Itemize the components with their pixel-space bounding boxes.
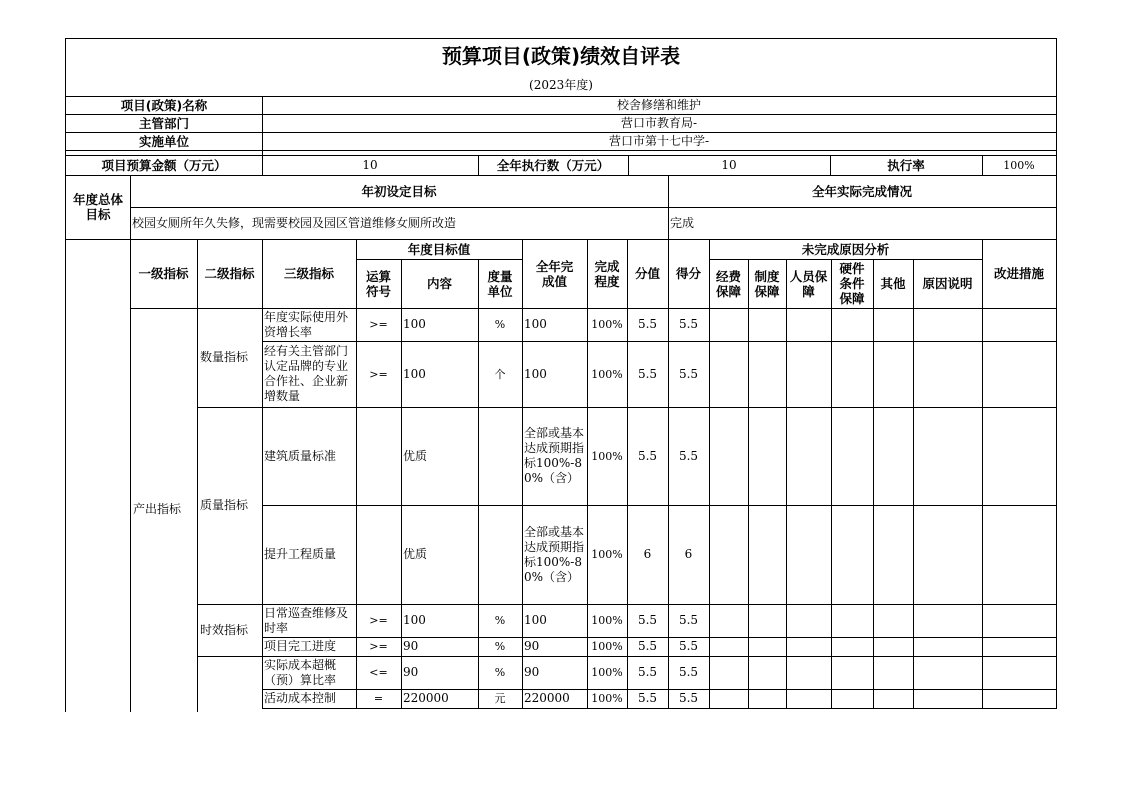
indicator-op — [356, 407, 401, 505]
header-level1: 一级指标 — [138, 266, 189, 281]
unit-value: 营口市第十七中学- — [608, 133, 710, 148]
budget-label: 项目预算金额（万元） — [101, 157, 227, 173]
indicator-weight: 5.5 — [637, 665, 658, 679]
header-reason-staff: 人员保障 — [789, 268, 828, 299]
indicator-op: >= — [369, 318, 388, 331]
indicator-weight: 5.5 — [637, 613, 658, 627]
indicator-content: 90 — [403, 665, 419, 679]
header-target-group: 年度目标值 — [407, 241, 471, 257]
indicator-actual: 全部或基本达成预期指标100%-80%（含） — [524, 524, 585, 584]
page-title: 预算项目(政策)绩效自评表 — [441, 43, 681, 68]
exec-value: 10 — [721, 157, 737, 172]
project-name-label: 项目(政策)名称 — [120, 97, 208, 113]
indicator-name: 年度实际使用外资增长率 — [264, 309, 349, 339]
indicator-degree: 100% — [591, 640, 623, 653]
indicator-content: 90 — [403, 639, 419, 653]
indicator-weight: 6 — [643, 547, 652, 561]
indicator-degree: 100% — [591, 666, 623, 679]
initial-goal-header: 年初设定目标 — [361, 183, 437, 199]
indicator-name: 活动成本控制 — [264, 691, 337, 705]
unit-label: 实施单位 — [138, 133, 189, 149]
header-score: 得分 — [675, 266, 701, 281]
indicator-content: 220000 — [403, 691, 449, 705]
header-reason-note: 原因说明 — [922, 276, 973, 291]
indicator-name: 建筑质量标准 — [264, 448, 337, 463]
indicator-op: <= — [369, 666, 388, 679]
indicator-score: 5.5 — [678, 691, 699, 705]
indicator-score: 5.5 — [678, 448, 699, 463]
indicator-weight: 5.5 — [637, 691, 658, 705]
indicator-actual: 100 — [524, 366, 547, 381]
header-weight: 分值 — [634, 266, 660, 281]
actual-goal-text: 完成 — [670, 215, 695, 230]
header-op: 运算符号 — [365, 268, 391, 299]
indicator-actual: 90 — [524, 665, 540, 679]
indicator-content: 100 — [403, 317, 426, 331]
exec-label: 全年执行数（万元） — [496, 157, 610, 173]
indicator-op: >= — [369, 367, 388, 381]
indicator-unit: 元 — [494, 692, 506, 705]
header-reason-funding: 经费保障 — [715, 268, 741, 299]
indicator-actual: 100 — [524, 317, 547, 331]
level1-output-label: 产出指标 — [133, 501, 182, 516]
indicator-unit: % — [494, 666, 506, 679]
indicator-name: 项目完工进度 — [264, 639, 337, 653]
indicator-degree: 100% — [591, 614, 623, 627]
header-level2: 二级指标 — [204, 266, 255, 281]
indicator-weight: 5.5 — [637, 366, 658, 381]
indicator-actual: 220000 — [524, 691, 570, 705]
indicator-name: 日常巡查维修及时率 — [264, 605, 349, 635]
header-improve: 改进措施 — [993, 266, 1044, 281]
indicator-op — [356, 505, 401, 604]
header-content: 内容 — [426, 276, 452, 291]
indicator-degree: 100% — [591, 367, 623, 381]
level2-timeliness-label: 时效指标 — [200, 622, 249, 637]
indicator-unit: % — [494, 318, 506, 331]
indicator-name: 提升工程质量 — [264, 547, 337, 561]
header-reason-group: 未完成原因分析 — [801, 241, 890, 257]
indicator-content: 100 — [403, 366, 426, 381]
header-unit: 度量单位 — [487, 268, 513, 299]
indicator-unit — [478, 505, 522, 604]
header-reason-hardware: 硬件条件保障 — [839, 261, 865, 306]
indicator-actual: 全部或基本达成预期指标100%-80%（含） — [524, 426, 585, 485]
overall-goal-label: 年度总体目标 — [72, 192, 123, 222]
indicator-unit: 个 — [494, 367, 506, 381]
indicator-score: 5.5 — [678, 613, 699, 627]
indicator-op: = — [373, 692, 384, 705]
indicator-score: 5.5 — [678, 639, 699, 653]
budget-value: 10 — [362, 157, 378, 172]
indicator-score: 5.5 — [678, 317, 699, 331]
indicator-degree: 100% — [591, 548, 623, 561]
dept-value: 营口市教育局- — [620, 115, 698, 130]
indicator-score: 5.5 — [678, 366, 699, 381]
report-year: (2023年度) — [529, 77, 593, 92]
header-reason-system: 制度保障 — [754, 268, 780, 299]
rate-label: 执行率 — [887, 157, 925, 173]
indicator-name: 实际成本超概（预）算比率 — [264, 657, 337, 687]
rate-value: 100% — [1003, 158, 1035, 172]
indicator-score: 5.5 — [678, 665, 699, 679]
indicator-degree: 100% — [591, 318, 623, 331]
indicator-actual: 90 — [524, 639, 540, 653]
header-level3: 三级指标 — [283, 266, 334, 281]
indicator-unit — [478, 407, 522, 505]
indicator-op: >= — [369, 614, 388, 627]
indicator-weight: 5.5 — [637, 317, 658, 331]
indicator-degree: 100% — [591, 449, 623, 463]
project-name-value: 校舍修缮和维护 — [616, 97, 701, 112]
header-actual: 全年完成值 — [535, 258, 574, 289]
indicator-weight: 5.5 — [637, 448, 658, 463]
indicator-weight: 5.5 — [637, 639, 658, 653]
indicator-degree: 100% — [591, 692, 623, 705]
indicator-unit: % — [494, 640, 506, 653]
indicator-score: 6 — [684, 547, 693, 561]
level2-quality-label: 质量指标 — [200, 498, 249, 512]
header-reason-other: 其他 — [880, 276, 906, 291]
header-degree: 完成程度 — [594, 258, 620, 289]
actual-goal-header: 全年实际完成情况 — [811, 183, 912, 199]
indicator-op: >= — [369, 640, 388, 653]
indicator-actual: 100 — [524, 613, 547, 627]
indicator-unit: % — [494, 614, 506, 627]
initial-goal-text: 校园女厕所年久失修，现需要校园及园区管道维修女厕所改造 — [132, 215, 457, 230]
indicator-content: 100 — [403, 613, 426, 627]
level2-quantity-label: 数量指标 — [200, 350, 249, 364]
indicator-content: 优质 — [403, 448, 428, 463]
indicator-name: 经有关主管部门认定品牌的专业合作社、企业新增数量 — [264, 344, 349, 403]
indicator-content: 优质 — [403, 547, 428, 561]
dept-label: 主管部门 — [138, 115, 189, 131]
